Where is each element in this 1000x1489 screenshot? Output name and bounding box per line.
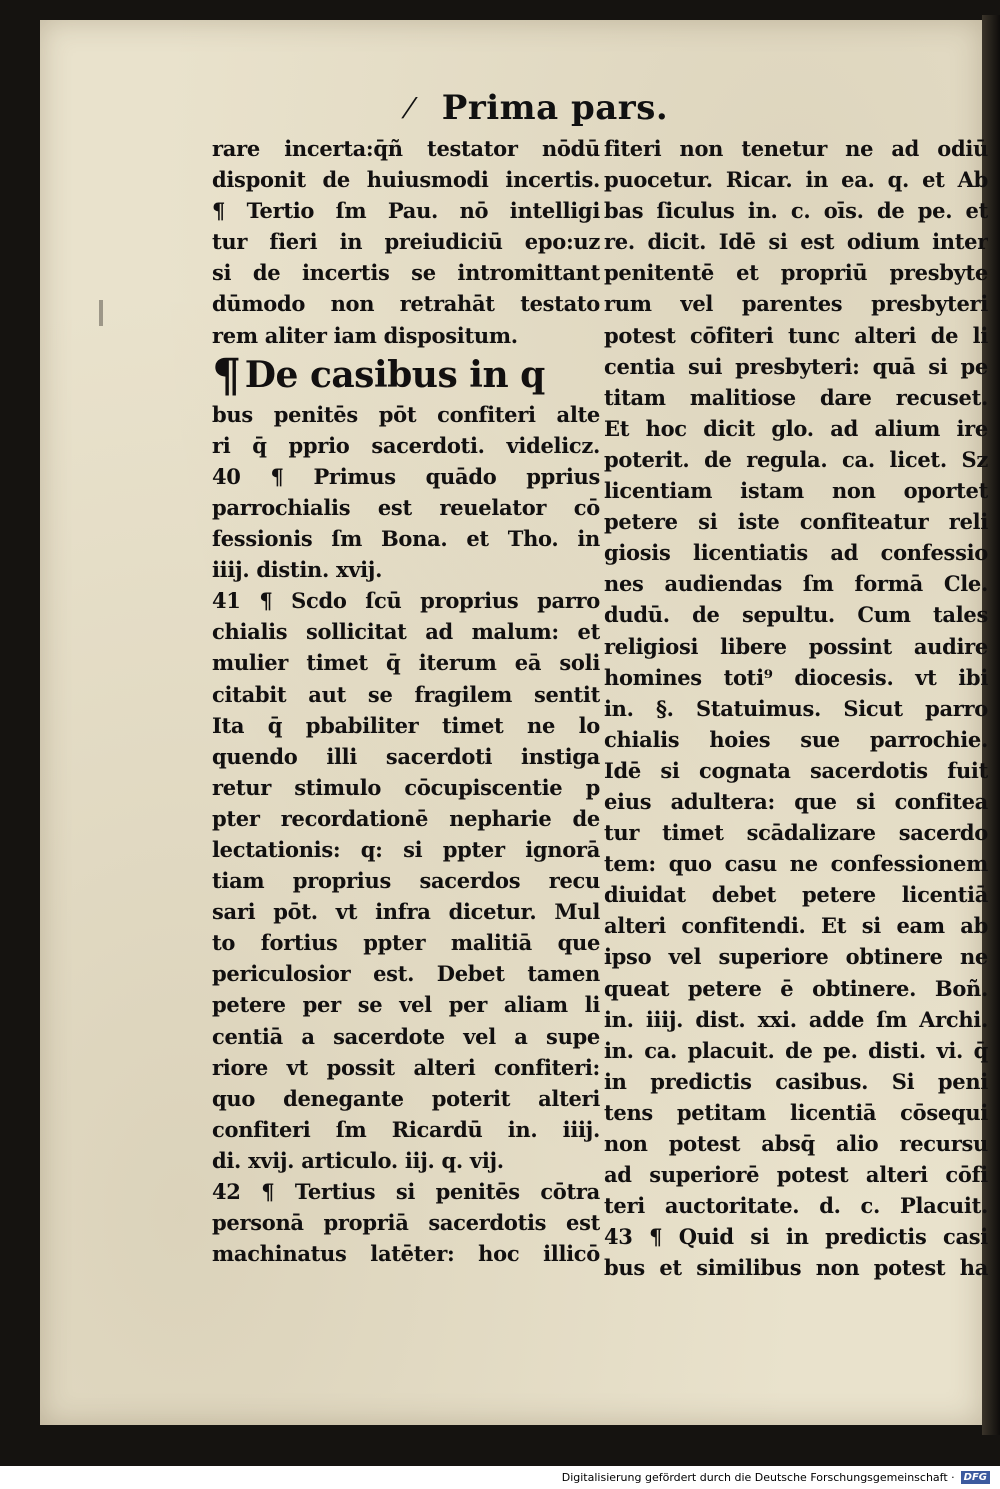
text-line: titam malitiose dare recuset. <box>604 384 988 410</box>
text-line: bus et similibus non potest ha <box>604 1255 988 1281</box>
text-line: tiam proprius sacerdos recu <box>212 868 600 894</box>
text-line: bus penitēs pōt confiteri alte <box>212 401 600 427</box>
text-line: pter recordationē nepharie de <box>212 805 600 831</box>
section-heading-text: De casibus in q <box>244 353 545 396</box>
left-column <box>212 133 600 1269</box>
text-line: penitentē et propriū presbyte <box>604 260 988 286</box>
right-column <box>604 133 988 1283</box>
text-line: fiteri non tenetur ne ad odiū <box>604 136 988 161</box>
text-line: tem: quo casu ne confessionem <box>604 851 988 877</box>
text-line: to fortius ppter malitiā que <box>212 930 600 956</box>
funding-note: Digitalisierung gefördert durch die Deutsche Forschungsgemeinschaft · <box>561 1471 955 1484</box>
text-line: di. xvij. articulo. iij. q. vij. <box>212 1147 504 1173</box>
text-line: parrochialis est reuelator cō <box>212 494 600 520</box>
text-line: in predictis casibus. Si peni <box>604 1068 988 1094</box>
text-line: ipso vel superiore obtinere ne <box>604 944 988 970</box>
text-line: chialis hoies sue parrochie. <box>604 726 988 752</box>
text-line: eius adultera: que si confitea <box>604 788 988 814</box>
text-line: iiij. distin. xvij. <box>212 557 383 583</box>
text-line: re. dicit. Idē si est odium inter <box>604 229 988 255</box>
text-line: dudū. de sepultu. Cum tales <box>604 602 988 628</box>
text-line: machinatus latēter: hoc illicō <box>212 1241 600 1267</box>
text-line: teri auctoritate. d. c. Placuit. <box>604 1193 988 1219</box>
text-line: centiā a sacerdote vel a supe <box>212 1023 600 1049</box>
dfg-logo: DFG <box>961 1471 990 1484</box>
text-line: 43 ¶ Quid si in predictis casi <box>604 1224 988 1250</box>
text-line: religiosi libere possint audire <box>604 633 988 659</box>
text-line: Idē si cognata sacerdotis fuit <box>604 757 988 783</box>
text-line: si de incertis se intromittant <box>212 260 600 286</box>
text-line: riore vt possit alteri confiteri: <box>212 1054 600 1080</box>
text-line: citabit aut se fragilem sentit <box>212 681 600 707</box>
text-line: rum vel parentes presbyteri <box>604 291 988 317</box>
text-line: petere per se vel per aliam li <box>212 992 600 1018</box>
pilcrow-initial: ¶ <box>212 350 241 399</box>
text-line: periculosior est. Debet tamen <box>212 961 600 987</box>
text-line: poterit. de regula. ca. licet. Sz <box>604 446 988 472</box>
page-header <box>399 85 785 131</box>
text-line: disponit de huiusmodi incertis. <box>212 167 600 193</box>
text-line: retur stimulo cōcupiscentie p <box>212 774 600 800</box>
text-line: 41 ¶ Scdo ſcū proprius parro <box>212 588 600 614</box>
text-line: rare incerta:q̄ñ testator nōdū <box>212 136 600 161</box>
text-line: mulier timet q̄ iterum eā soli <box>212 650 600 676</box>
text-line: tens petitam licentiā cōsequi <box>604 1099 988 1125</box>
text-line: alteri confitendi. Et si eam ab <box>604 913 988 939</box>
text-line: 40 ¶ Primus quādo pprius <box>212 463 600 489</box>
text-line: licentiam istam non oportet <box>604 478 988 504</box>
text-line: quo denegante poterit alteri <box>212 1085 600 1111</box>
text-line: in. iiij. dist. xxi. adde ſm Archi. <box>604 1006 988 1032</box>
text-line: sari pōt. vt infra dicetur. Mul <box>212 899 600 925</box>
text-line: centia sui presbyteri: quā si pe <box>604 353 988 379</box>
text-line: personā propriā sacerdotis est <box>212 1210 600 1236</box>
text-line: puocetur. Ricar. in ea. q. et Ab <box>604 167 988 193</box>
text-line: Et hoc dicit glo. ad alium ire <box>604 415 988 441</box>
text-line: bas ſiculus in. c. oīs. de pe. et <box>604 198 988 224</box>
text-line: in. ca. placuit. de pe. disti. vi. q̄ <box>604 1037 988 1063</box>
section-heading <box>212 351 600 399</box>
text-line: ¶ Tertio ſm Pau. nō intelligi <box>212 198 600 224</box>
text-line: giosis licentiatis ad confessio <box>604 540 988 566</box>
text-line: homines toti⁹ diocesis. vt ibi <box>604 664 988 690</box>
text-line: lectationis: q: si ppter ignorā <box>212 836 600 862</box>
text-line: potest cōfiteri tunc alteri de li <box>604 322 988 348</box>
text-line: in. §. Statuimus. Sicut parro <box>604 695 988 721</box>
text-line: tur timet scādalizare sacerdo <box>604 820 988 846</box>
text-line: rem aliter iam dispositum. <box>212 322 518 348</box>
text-line: chialis sollicitat ad malum: et <box>212 619 600 645</box>
text-line: fessionis ſm Bona. et Tho. in <box>212 526 600 552</box>
text-line: tur fieri in preiudiciū epo:uz <box>212 229 600 255</box>
text-line: dūmodo non retrahāt testato <box>212 291 600 317</box>
text-line: confiteri ſm Ricardū in. iiij. <box>212 1116 600 1142</box>
text-line: non potest absq̄ alio recursu <box>604 1131 988 1156</box>
text-line: petere si iste confiteatur reli <box>604 509 988 535</box>
paper-stain <box>99 300 103 326</box>
text-line: Ita q̄ pbabiliter timet ne lo <box>212 712 600 738</box>
footer-bar <box>0 1466 1000 1489</box>
text-line: nes audiendas ſm formā Cle. <box>604 571 988 597</box>
folio-mark: / <box>399 93 420 123</box>
text-line: quendo illi sacerdoti instiga <box>212 743 600 769</box>
text-line: queat petere ē obtinere. Boñ. <box>604 975 988 1001</box>
text-line: ri q̄ pprio sacerdoti. videlicz. <box>212 432 600 458</box>
text-line: 42 ¶ Tertius si penitēs cōtra <box>212 1179 600 1204</box>
text-line: diuidat debet petere licentiā <box>604 882 988 908</box>
running-title: Prima pars. <box>441 88 669 128</box>
text-line: ad superiorē potest alteri cōfi <box>604 1162 988 1188</box>
